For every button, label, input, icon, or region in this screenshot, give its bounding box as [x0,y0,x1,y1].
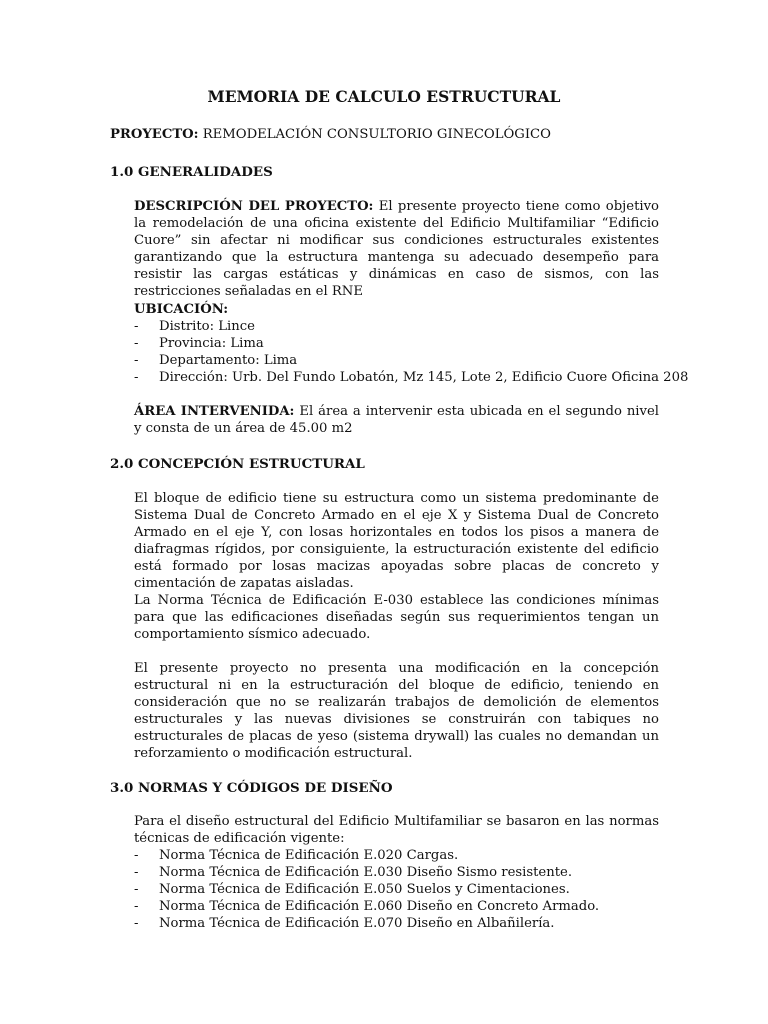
project-description [134,198,659,300]
paragraph-text: El bloque de edificio tiene su estructura como un sistema predominante de Sistema Dual de Concreto Armado en el eje X y Sistema Dual de Concreto Armado en el eje Y, con losas horizontales en todos los pisos a manera de diafragmas rígidos, por consiguiente, la estructuración existente del edificio está formado por losas macizas apoyadas sobre placas de concreto y cimentación de zapatas aisladas. [134,491,659,591]
location-department: Departamento: Lima [159,353,298,368]
area-label: ÁREA INTERVENIDA: [134,404,295,419]
norm-e030: Norma Técnica de Edificación E.030 Diseño Sismo resistente. [159,865,573,880]
bullet-dash: - [134,916,139,931]
bullet-dash: - [134,899,139,914]
paragraph-text: El presente proyecto no presenta una modificación en la concepción estructural ni en la estructuración del bloque de edificio, teniendo en consideración que no se realizarán trabajos de demolición de elementos estructurales y las nuevas divisiones se construirán con tabiques no estructurales de placas de yeso (sistema drywall) las cuales no demandan un reforzamiento o modificación estructural. [134,661,659,761]
paragraph-text: Para el diseño estructural del Edificio Multifamiliar se basaron en las normas técnicas de edificación vigente: [134,814,659,846]
location-address: Dirección: Urb. Del Fundo Lobatón, Mz 145, Lote 2, Edificio Cuore Oficina 208 [159,370,689,385]
project-line [110,126,670,143]
intervened-area [134,403,659,437]
project-label: PROYECTO: [110,127,199,142]
location-list [134,318,689,386]
list-item [134,915,674,932]
section-2-heading: 2.0 CONCEPCIÓN ESTRUCTURAL [110,456,365,472]
structure-paragraph-1 [134,490,659,592]
norms-intro [134,813,659,847]
list-item [134,335,674,352]
list-item [134,847,674,864]
list-item [134,369,689,386]
description-text: El presente proyecto tiene como objetivo la remodelación de una oficina existente del Edificio Multifamiliar “Edificio Cuore” sin afectar ni modificar sus condiciones estructurales existentes garantizando que la estructura mantenga su adecuado desempeño para resistir las cargas estáticas y dinámicas en caso de sismos, con las restricciones señaladas en el RNE [134,199,659,299]
structure-paragraph-2 [134,592,659,643]
bullet-dash: - [134,848,139,863]
bullet-dash: - [134,370,139,385]
paragraph-text: La Norma Técnica de Edificación E-030 establece las condiciones mínimas para que las edificaciones diseñadas según sus requerimientos tengan un comportamiento sísmico adecuado. [134,593,659,642]
list-item [134,881,674,898]
location-district: Distrito: Lince [159,319,255,334]
norm-e050: Norma Técnica de Edificación E.050 Suelos y Cimentaciones. [159,882,570,897]
location-province: Provincia: Lima [159,336,264,351]
list-item [134,318,674,335]
norm-e070: Norma Técnica de Edificación E.070 Diseño en Albañilería. [159,916,555,931]
area-text: El área a intervenir esta ubicada en el segundo nivel y consta de un área de 45.00 m2 [134,404,660,436]
structure-paragraph-3 [134,660,659,762]
document-title: MEMORIA DE CALCULO ESTRUCTURAL [207,87,561,106]
list-item [134,898,674,915]
bullet-dash: - [134,865,139,880]
bullet-dash: - [134,319,139,334]
bullet-dash: - [134,882,139,897]
list-item [134,352,674,369]
bullet-dash: - [134,336,139,351]
norms-list [134,847,674,932]
norm-e060: Norma Técnica de Edificación E.060 Diseño en Concreto Armado. [159,899,600,914]
norm-e020: Norma Técnica de Edificación E.020 Cargas. [159,848,459,863]
section-3-heading: 3.0 NORMAS Y CÓDIGOS DE DISEÑO [110,780,393,796]
location-heading: UBICACIÓN: [134,302,229,317]
project-value: REMODELACIÓN CONSULTORIO GINECOLÓGICO [202,127,551,142]
description-label: DESCRIPCIÓN DEL PROYECTO: [134,199,374,214]
bullet-dash: - [134,353,139,368]
section-1-heading: 1.0 GENERALIDADES [110,164,273,180]
list-item [134,864,674,881]
